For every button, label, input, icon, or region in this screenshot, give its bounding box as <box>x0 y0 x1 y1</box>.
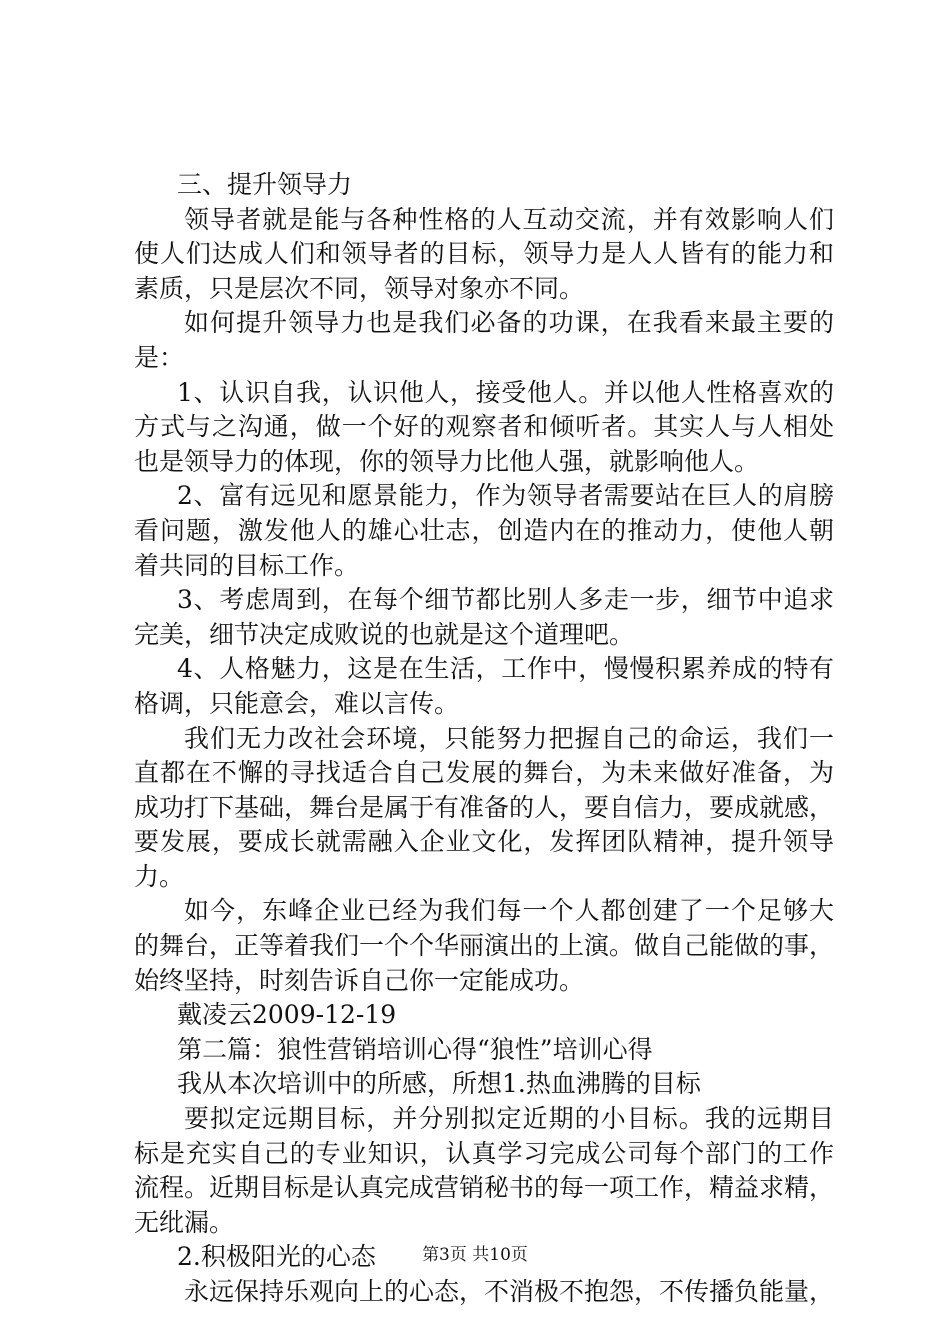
paragraph-line: 流程。近期目标是认真完成营销秘书的每一项工作，精益求精， <box>134 1173 835 1203</box>
list-item-line: 完美，细节决定成败说的也就是这个道理吧。 <box>134 619 635 649</box>
paragraph-line: 力。 <box>134 861 185 891</box>
list-item-line: 3、考虑周到，在每个细节都比别人多走一步，细节中追求 <box>177 585 834 615</box>
paragraph-line: 我们无力改社会环境，只能努力把握自己的命运，我们一 <box>184 723 834 753</box>
paragraph-line: 始终坚持，时刻告诉自己你一定能成功。 <box>134 965 585 995</box>
list-item-line: 着共同的目标工作。 <box>134 550 360 580</box>
signature-line: 戴凌云2009-12-19 <box>177 1000 397 1030</box>
paragraph-line: 要拟定远期目标，并分别拟定近期的小目标。我的远期目 <box>184 1104 834 1134</box>
paragraph-line: 我从本次培训中的所感，所想1.热血沸腾的目标 <box>177 1069 701 1099</box>
page-number-footer: 第3页 共10页 <box>422 1245 528 1265</box>
subheading: 2.积极阳光的心态 <box>177 1242 376 1272</box>
paragraph-line: 使人们达成人们和领导者的目标，领导力是人人皆有的能力和 <box>134 239 834 269</box>
section-heading: 第二篇：狼性营销培训心得“狼性”培训心得 <box>177 1034 653 1064</box>
list-item-line: 格调，只能意会，难以言传。 <box>134 688 460 718</box>
paragraph-line: 领导者就是能与各种性格的人互动交流，并有效影响人们 <box>184 204 834 234</box>
list-item-line: 1、认识自我，认识他人，接受他人。并以他人性格喜欢的 <box>177 377 834 407</box>
paragraph-line: 如何提升领导力也是我们必备的功课，在我看来最主要的 <box>184 308 834 338</box>
paragraph-line: 素质，只是层次不同，领导对象亦不同。 <box>134 273 585 303</box>
paragraph-line: 是： <box>134 342 185 372</box>
paragraph-line: 标是充实自己的专业知识，认真学习完成公司每个部门的工作 <box>134 1138 834 1168</box>
paragraph-line: 要发展，要成长就需融入企业文化，发挥团队精神，提升领导 <box>134 827 834 857</box>
paragraph-line: 成功打下基础，舞台是属于有准备的人，要自信力，要成就感， <box>134 792 835 822</box>
list-item-line: 看问题，激发他人的雄心壮志，创造内在的推动力，使他人朝 <box>134 515 834 545</box>
paragraph-line: 的舞台，正等着我们一个个华丽演出的上演。做自己能做的事， <box>134 931 835 961</box>
paragraph-line: 如今，东峰企业已经为我们每一个人都创建了一个足够大 <box>184 896 834 926</box>
list-item-line: 也是领导力的体现，你的领导力比他人强，就影响他人。 <box>134 446 760 476</box>
list-item-line: 方式与之沟通，做一个好的观察者和倾听者。其实人与人相处 <box>134 412 834 442</box>
list-item-line: 2、富有远见和愿景能力，作为领导者需要站在巨人的肩膀 <box>177 481 834 511</box>
paragraph-line: 永远保持乐观向上的心态，不消极不抱怨，不传播负能量， <box>184 1277 835 1306</box>
paragraph-line: 无纰漏。 <box>134 1207 235 1237</box>
document-body <box>134 168 834 1310</box>
section-heading: 三、提升领导力 <box>177 170 353 199</box>
paragraph-line: 直都在不懈的寻找适合自己发展的舞台，为未来做好准备，为 <box>134 758 834 788</box>
list-item-line: 4、人格魅力，这是在生活，工作中，慢慢积累养成的特有 <box>177 654 834 684</box>
